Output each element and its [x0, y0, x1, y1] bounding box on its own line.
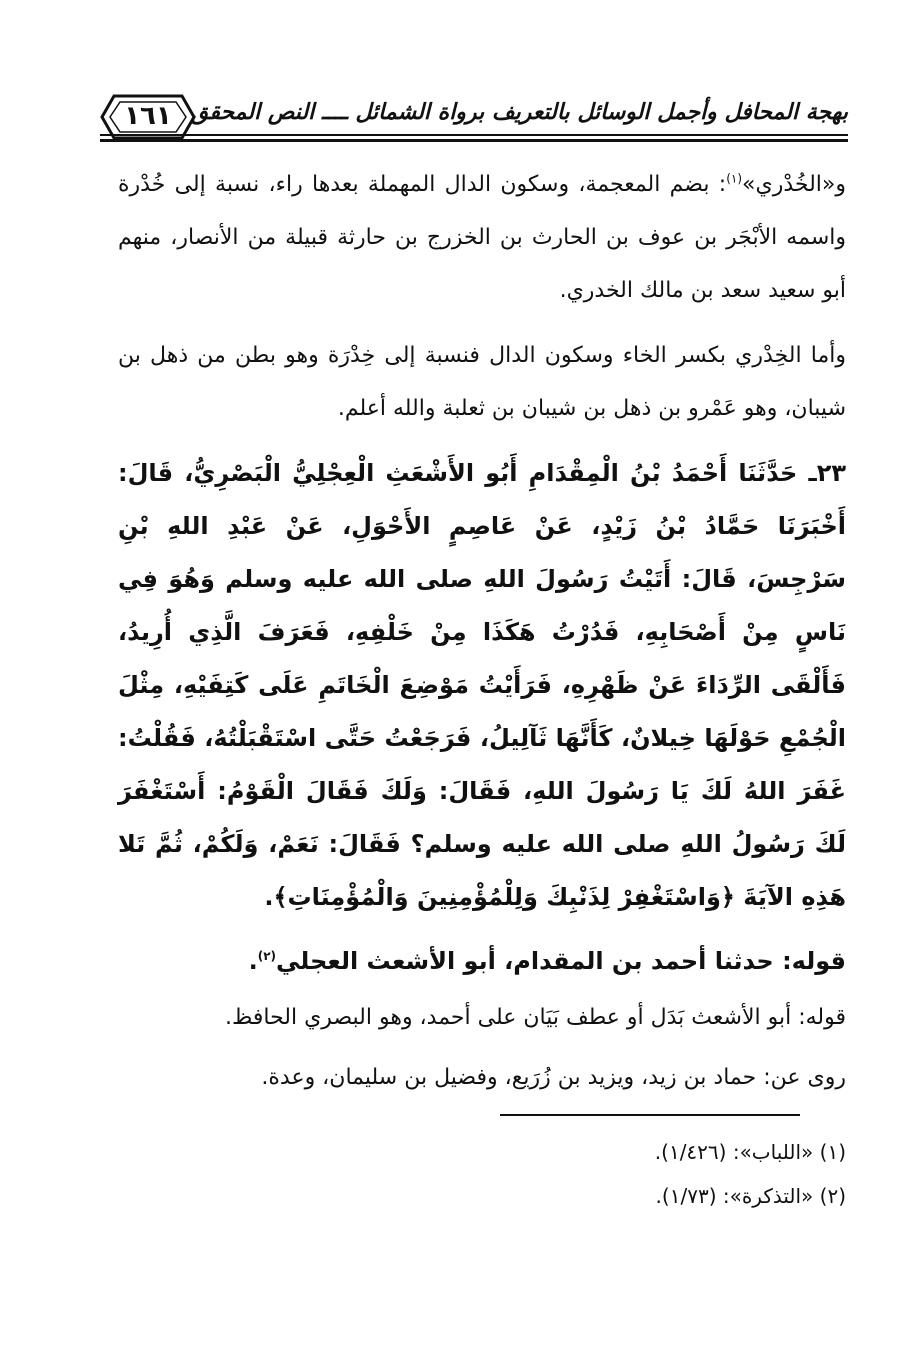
hadith-text: ٢٣ـ حَدَّثَنَا أَحْمَدُ بْنُ الْمِقْدَامِ أَبُو الأَشْعَثِ الْعِجْلِيُّ الْبَصْرِيُّ، قَالَ: أَخْبَرَنَا حَمَّادُ بْنُ زَيْدٍ، عَنْ عَاصِمٍ الأَحْوَلِ، عَنْ عَبْدِ اللهِ بْنِ سَرْجِسَ، قَالَ: أَتَيْتُ رَسُولَ اللهِ صلى الله عليه وسلم وَهُوَ فِي نَاسٍ مِنْ أَصْحَابِهِ، فَدُرْتُ هَكَذَا مِنْ خَلْفِهِ، فَعَرَفَ الَّذِي أُرِيدُ، فَأَلْقَى الرِّدَاءَ عَنْ ظَهْرِهِ، فَرَأَيْتُ مَوْضِعَ الْخَاتَمِ عَلَى كَتِفَيْهِ، مِثْلَ الْجُمْعِ حَوْلَهَا خِيلانٌ، كَأَنَّهَا ثَآلِيلُ، فَرَجَعْتُ حَتَّى اسْتَقْبَلْتُهُ، فَقُلْتُ: غَفَرَ اللهُ لَكَ يَا رَسُولَ اللهِ، فَقَالَ: وَلَكَ فَقَالَ الْقَوْمُ: أَسْتَغْفَرَ لَكَ رَسُولُ اللهِ صلى الله عليه وسلم؟ فَقَالَ: نَعَمْ، وَلَكُمْ، ثُمَّ تَلا هَذِهِ الآيَةَ ﴿وَاسْتَغْفِرْ لِذَنْبِكَ وَلِلْمُؤْمِنِينَ وَالْمُؤْمِنَاتِ﴾. [118, 459, 846, 911]
section-heading-text: قوله: حدثنا أحمد بن المقدام، أبو الأشعث العجلي [276, 947, 846, 975]
footnote-2: (٢) «التذكرة»: (١/٧٣). [655, 1184, 846, 1208]
commentary-line [118, 988, 846, 1048]
footnote-1: (١) «اللباب»: (١/٤٢٦). [654, 1140, 846, 1164]
header-rule-thick [100, 139, 848, 142]
section-heading-end: . [248, 947, 258, 975]
commentary-line [118, 1048, 846, 1108]
commentary-text: قوله: أبو الأشعث بَدَل أو عطف بَيَان على أحمد، وهو البصري الحافظ. [224, 1005, 846, 1030]
footnote-reference[interactable]: (١) [726, 171, 743, 186]
paragraph-khudri [118, 158, 846, 317]
footnote-separator [500, 1114, 800, 1116]
footnote-reference[interactable]: (٢) [257, 949, 277, 963]
paragraph-text: وأما الخِدْري بكسر الخاء وسكون الدال فنسبة إلى خِدْرَة وهو بطن من ذهل بن شيبان، وهو عَمْرو بن ذهل بن شيبان بن ثعلبة والله أعلم. [118, 343, 846, 421]
hadith-23 [118, 447, 846, 924]
paragraph-khidri [118, 329, 846, 435]
commentary-text: روى عن: حماد بن زيد، ويزيد بن زُرَيع، وفضيل بن سليمان، وعدة. [261, 1065, 846, 1090]
main-text [118, 158, 846, 1108]
paragraph-text-continued: : بضم المعجمة، وسكون الدال المهملة بعدها راء، نسبة إلى خُدْرة واسمه الأبْجَر بن عوف بن الحارث بن الخزرج بن حارثة قبيلة من الأنصار، منهم أبو سعيد سعد بن مالك الخدري. [118, 172, 846, 303]
running-title: بهجة المحافل وأجمل الوسائل بالتعريف برواة الشمائل ــــ النص المحقق [190, 100, 848, 125]
footnotes [346, 1130, 846, 1218]
page-number: ١٦١ [124, 101, 172, 131]
section-heading [118, 934, 846, 988]
paragraph-text: و«الخُدْري» [742, 172, 846, 197]
header-rule [100, 134, 848, 136]
